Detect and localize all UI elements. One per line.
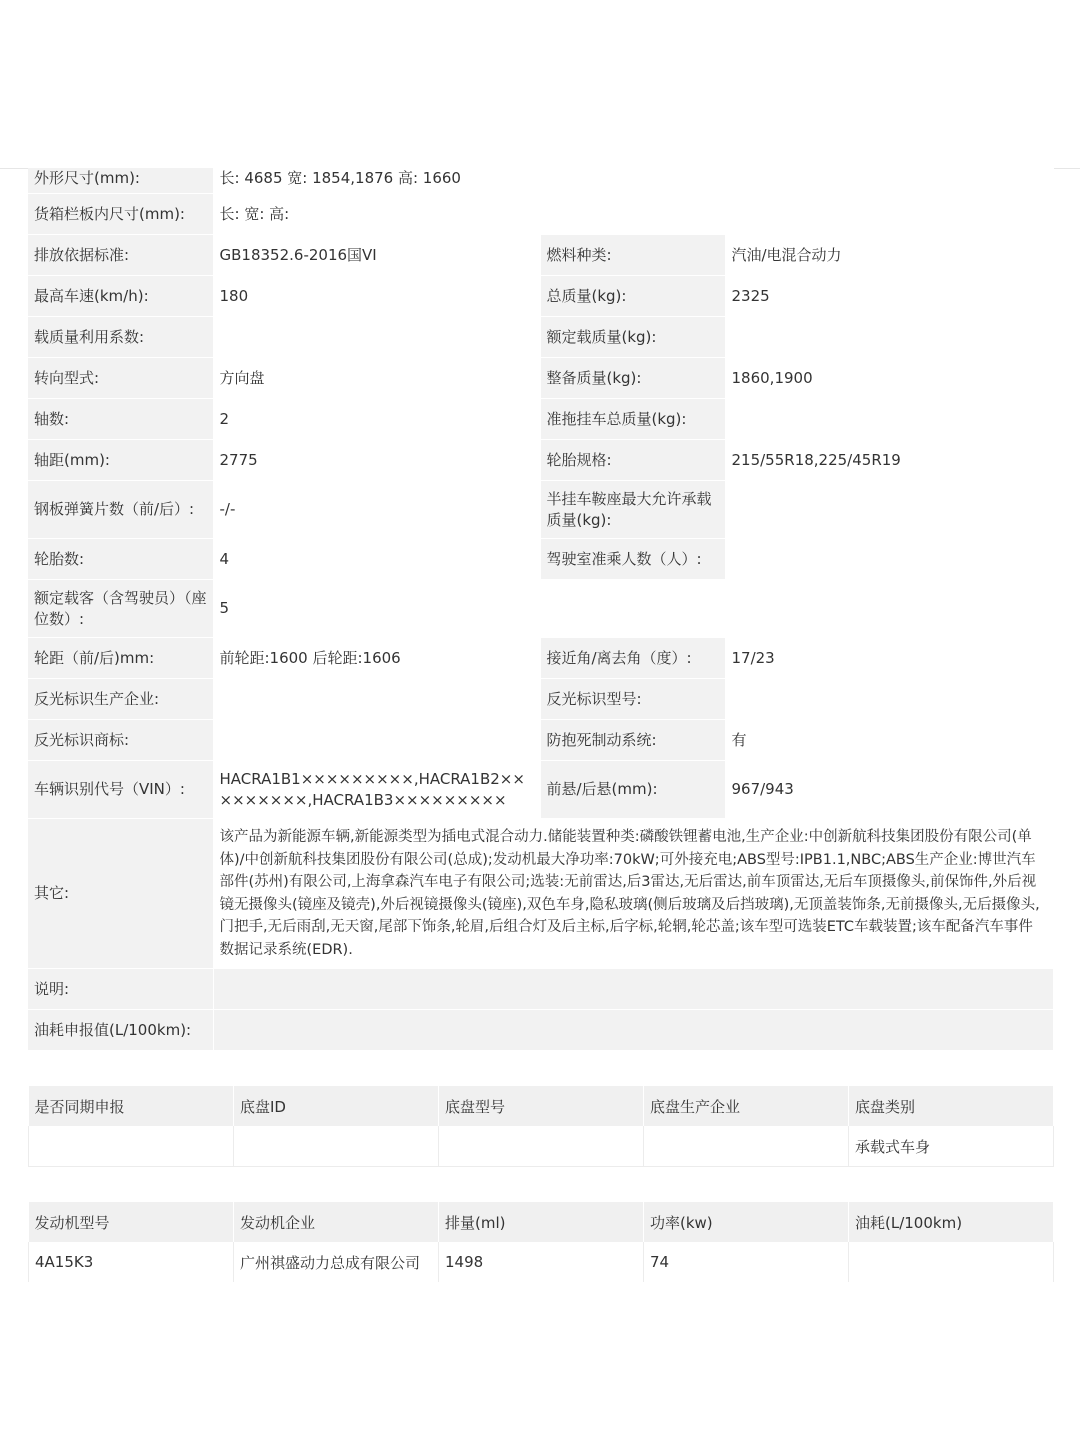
spec-row (28, 399, 1053, 440)
engine-header-cell: 发动机型号 (29, 1202, 234, 1242)
chassis-table (28, 1086, 1054, 1167)
chassis-cell: 承载式车身 (849, 1126, 1054, 1167)
chassis-header-cell: 底盘类别 (849, 1086, 1054, 1126)
fuel-type-label: 燃料种类: (540, 235, 725, 276)
dimensions-value: 长: 4685 宽: 1854,1876 高: 1660 (213, 168, 1053, 194)
spec-row (28, 580, 1053, 638)
vehicle-spec-table (28, 168, 1054, 1051)
rated-load-label: 额定载质量(kg): (540, 317, 725, 358)
reflector-brand-value (213, 720, 540, 761)
spec-row (28, 194, 1053, 235)
engine-cell: 74 (644, 1242, 849, 1282)
note-label: 说明: (28, 969, 213, 1010)
engine-header-row (29, 1202, 1054, 1242)
engine-cell: 广州祺盛动力总成有限公司 (234, 1242, 439, 1282)
vin-label: 车辆识别代号（VIN）: (28, 761, 213, 819)
fuel-report-label: 油耗申报值(L/100km): (28, 1010, 213, 1051)
engine-table (28, 1202, 1054, 1282)
reflector-maker-label: 反光标识生产企业: (28, 679, 213, 720)
spec-row (28, 819, 1053, 969)
cargo-box-value: 长: 宽: 高: (213, 194, 1053, 235)
axles-value: 2 (213, 399, 540, 440)
abs-value: 有 (725, 720, 1053, 761)
engine-header-cell: 油耗(L/100km) (849, 1202, 1054, 1242)
track-value: 前轮距:1600 后轮距:1606 (213, 638, 540, 679)
tire-spec-label: 轮胎规格: (540, 440, 725, 481)
chassis-header-row (29, 1086, 1054, 1126)
spec-row (28, 276, 1053, 317)
spec-row (28, 679, 1053, 720)
reflector-model-label: 反光标识型号: (540, 679, 725, 720)
track-label: 轮距（前/后)mm: (28, 638, 213, 679)
spec-row (28, 317, 1053, 358)
reflector-maker-value (213, 679, 540, 720)
other-label: 其它: (28, 819, 213, 969)
other-value: 该产品为新能源车辆,新能源类型为插电式混合动力.储能装置种类:磷酸铁锂蓄电池,生产企业:中创新航科技集团股份有限公司(单体)/中创新航科技集团股份有限公司(总成);发动机最大净功率:70kW;可外接充电;ABS型号:IPB1.1,NBC;ABS生产企业:博世汽车部件(苏州)有限公司,上海拿森汽车电子有限公司;选装:无前雷达,后3雷达,无后雷达,前车顶雷达,无后车顶摄像头,前保饰件,外后视镜无摄像头(镜座及镜壳),外后视镜摄像头(镜座),双色车身,隐私玻璃(侧后玻璃及后挡玻璃),无顶盖装饰条,无前摄像头,无后摄像头,门把手,无后雨刮,无天窗,尾部下饰条,轮眉,后组合灯及后主标,后字标,轮辋,轮芯盖;该车型可选装ETC车载装置;该车配备汽车事件数据记录系统(EDR). (213, 819, 1053, 969)
rated-load-value (725, 317, 1053, 358)
angles-value: 17/23 (725, 638, 1053, 679)
leaf-springs-label: 钢板弹簧片数（前/后）: (28, 481, 213, 539)
saddle-load-label: 半挂车鞍座最大允许承载质量(kg): (540, 481, 725, 539)
spec-row (28, 720, 1053, 761)
axles-label: 轴数: (28, 399, 213, 440)
leaf-springs-value: -/- (213, 481, 540, 539)
abs-label: 防抱死制动系统: (540, 720, 725, 761)
curb-mass-label: 整备质量(kg): (540, 358, 725, 399)
spec-row (28, 358, 1053, 399)
chassis-header-cell: 底盘ID (234, 1086, 439, 1126)
dimensions-label: 外形尺寸(mm): (28, 168, 213, 194)
chassis-data-row (29, 1126, 1054, 1167)
cargo-box-label: 货箱栏板内尺寸(mm): (28, 194, 213, 235)
chassis-cell (644, 1126, 849, 1167)
fuel-type-value: 汽油/电混合动力 (725, 235, 1053, 276)
spec-row (28, 168, 1053, 194)
note-value (213, 969, 1053, 1010)
trailer-mass-label: 准拖挂车总质量(kg): (540, 399, 725, 440)
curb-mass-value: 1860,1900 (725, 358, 1053, 399)
reflector-model-value (725, 679, 1053, 720)
spec-row (28, 969, 1053, 1010)
engine-cell (849, 1242, 1054, 1282)
blank-header-area (0, 0, 1080, 168)
engine-header-cell: 排量(ml) (439, 1202, 644, 1242)
spec-row (28, 539, 1053, 580)
trailer-mass-value (725, 399, 1053, 440)
spec-row (28, 638, 1053, 679)
tires-value: 4 (213, 539, 540, 580)
overhang-value: 967/943 (725, 761, 1053, 819)
engine-header-cell: 功率(kw) (644, 1202, 849, 1242)
cab-seats-value (725, 539, 1053, 580)
steering-value: 方向盘 (213, 358, 540, 399)
fuel-report-value (213, 1010, 1053, 1051)
chassis-cell (29, 1126, 234, 1167)
engine-cell: 4A15K3 (29, 1242, 234, 1282)
chassis-header-cell: 底盘生产企业 (644, 1086, 849, 1126)
spec-row (28, 761, 1053, 819)
engine-header-cell: 发动机企业 (234, 1202, 439, 1242)
reflector-brand-label: 反光标识商标: (28, 720, 213, 761)
emission-std-label: 排放依据标准: (28, 235, 213, 276)
passengers-value: 5 (213, 580, 1053, 638)
cab-seats-label: 驾驶室准乘人数（人）: (540, 539, 725, 580)
max-speed-value: 180 (213, 276, 540, 317)
spec-row (28, 235, 1053, 276)
steering-label: 转向型式: (28, 358, 213, 399)
wheelbase-label: 轴距(mm): (28, 440, 213, 481)
spec-row (28, 1010, 1053, 1051)
total-mass-value: 2325 (725, 276, 1053, 317)
wheelbase-value: 2775 (213, 440, 540, 481)
max-speed-label: 最高车速(km/h): (28, 276, 213, 317)
engine-cell: 1498 (439, 1242, 644, 1282)
passengers-label: 额定载客（含驾驶员）（座位数）: (28, 580, 213, 638)
spec-row (28, 481, 1053, 539)
tires-label: 轮胎数: (28, 539, 213, 580)
load-util-label: 载质量利用系数: (28, 317, 213, 358)
angles-label: 接近角/离去角（度）: (540, 638, 725, 679)
emission-std-value: GB18352.6-2016国VI (213, 235, 540, 276)
saddle-load-value (725, 481, 1053, 539)
vin-value: HACRA1B1×××××××××,HACRA1B2×××××××××,HACRA1B3××××××××× (213, 761, 540, 819)
load-util-value (213, 317, 540, 358)
chassis-cell (234, 1126, 439, 1167)
chassis-header-cell: 是否同期申报 (29, 1086, 234, 1126)
total-mass-label: 总质量(kg): (540, 276, 725, 317)
spec-row (28, 440, 1053, 481)
chassis-header-cell: 底盘型号 (439, 1086, 644, 1126)
overhang-label: 前悬/后悬(mm): (540, 761, 725, 819)
engine-data-row (29, 1242, 1054, 1282)
tire-spec-value: 215/55R18,225/45R19 (725, 440, 1053, 481)
chassis-cell (439, 1126, 644, 1167)
